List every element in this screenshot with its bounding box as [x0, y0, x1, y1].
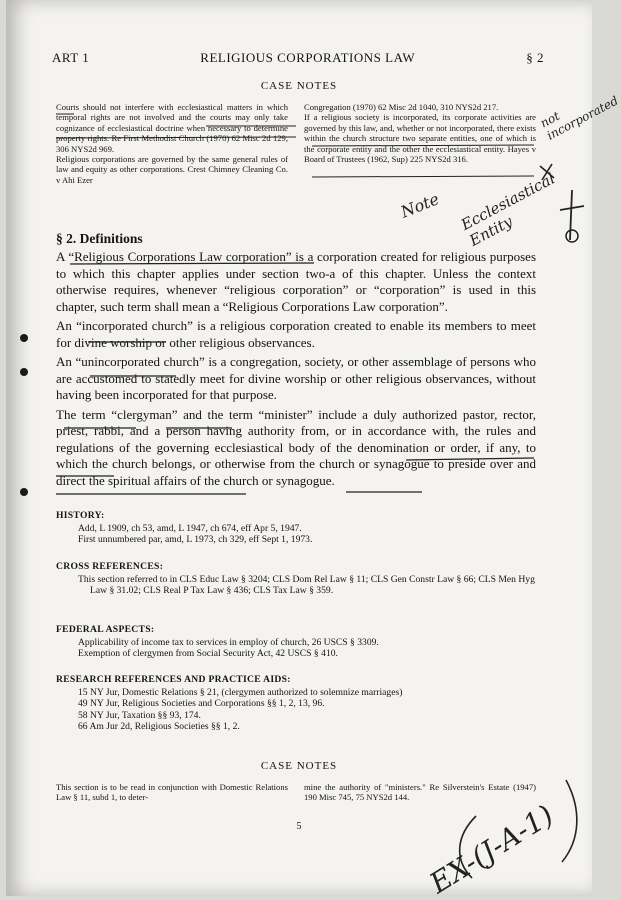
case-notes-right-column	[304, 782, 536, 803]
case-notes-left-column	[56, 102, 288, 185]
case-notes-left-column	[56, 782, 288, 803]
cross-references-block	[56, 561, 536, 597]
running-header	[52, 50, 544, 66]
definition-paragraph: An “incorporated church” is a religious corporation created to enable its members to meet for divine worship or other religious observances.	[56, 318, 536, 350]
history-line: Add, L 1909, ch 53, amd, L 1947, ch 674, eff Apr 5, 1947.	[78, 522, 302, 534]
case-notes-right-column	[304, 102, 536, 185]
case-notes-heading: CASE NOTES	[260, 80, 338, 92]
pen-underline	[56, 492, 422, 494]
case-note: If a religious society is incorporated, its corporate activities are governed by this law, and, whether or not incorporated, there exists within the church structure two separate entities, one of which is the corporate entity and the other the ecclesiastical entity. Hayes v Board of Trustees (1962, Sup) 225 NYS2d 316.	[304, 112, 536, 165]
federal-aspects-line: Applicability of income tax to services in employ of church, 26 USCS § 3309.	[78, 636, 379, 648]
federal-aspects-heading: FEDERAL ASPECTS:	[56, 624, 155, 635]
research-heading: RESEARCH REFERENCES AND PRACTICE AIDS:	[56, 674, 291, 685]
research-block	[56, 674, 536, 733]
header-title: RELIGIOUS CORPORATIONS LAW	[200, 50, 416, 65]
pen-circle-mark	[566, 230, 578, 242]
margin-bullet-mark	[20, 368, 28, 376]
research-line: 15 NY Jur, Domestic Relations § 21, (clergymen authorized to solemnize marriages)	[78, 686, 403, 698]
cross-references-text: This section referred to in CLS Educ Law § 3204; CLS Dom Rel Law § 11; CLS Gen Constr Law § 66; CLS Men Hyg Law § 31.02; CLS Real P Tax Law § 436; CLS Tax Law § 359.	[78, 573, 535, 597]
section-body	[56, 249, 536, 492]
cross-references-heading: CROSS REFERENCES:	[56, 561, 164, 572]
header-section: § 2	[526, 50, 544, 65]
research-line: 49 NY Jur, Religious Societies and Corporations §§ 1, 2, 13, 96.	[78, 698, 325, 710]
case-note: Religious corporations are governed by the same general rules of law and equity as other corporations. Crest Chimney Cleaning Co. v Ahi Ezer	[56, 154, 288, 185]
case-note: Courts should not interfere with ecclesiastical matters in which temporal rights are not involved and the courts may only take cognizance of ecclesiastical doctrine when necessary to determine property rights. Re First Methodist Church (1970) 62 Misc 2d 129, 306 NYS2d 969.	[56, 102, 288, 154]
page-number: 5	[296, 821, 302, 832]
handwritten-note: Note	[398, 189, 442, 222]
margin-bullet-mark	[20, 488, 28, 496]
section-title: § 2. Definitions	[56, 231, 143, 246]
margin-bullet-mark	[20, 334, 28, 342]
history-block	[56, 510, 536, 546]
header-article: ART 1	[52, 50, 90, 65]
federal-aspects-block	[56, 624, 536, 660]
definition-paragraph: An “unincorporated church” is a congregation, society, or other assemblage of persons who are accustomed to statedly meet for divine worship or other religious observances, without having been incorporated for that purpose.	[56, 354, 536, 402]
case-notes-top	[56, 102, 536, 185]
exhibit-mark: EX-(J-A-1)	[424, 798, 560, 900]
document-page	[6, 0, 621, 900]
definition-paragraph: A “Religious Corporations Law corporation” is a corporation created for religious purposes to which this chapter applies under section two-a of this chapter. Unless the context otherwise requires, whenever “religious corporation” or “corporation” is used in this chapter, such term shall mean a “Religious Corporations Law corporation”.	[56, 249, 536, 314]
research-line: 66 Am Jur 2d, Religious Societies §§ 1, 2.	[78, 721, 240, 733]
case-note: mine the authority of "ministers." Re Silverstein's Estate (1947) 190 Misc 745, 75 NYS2d 144.	[304, 782, 536, 803]
handwritten-note-not-incorporated: not incorporated	[538, 93, 621, 143]
handwritten-note-ecclesiastical-entity: Ecclesiastical Entity	[458, 169, 558, 250]
case-notes-bottom	[56, 782, 536, 803]
history-heading: HISTORY:	[56, 510, 105, 521]
case-note: Congregation (1970) 62 Misc 2d 1040, 310 NYS2d 217.	[304, 102, 499, 112]
federal-aspects-line: Exemption of clergymen from Social Security Act, 42 USCS § 410.	[78, 648, 338, 660]
case-note: This section is to be read in conjunction with Domestic Relations Law § 11, subd 1, to deter-	[56, 782, 288, 803]
research-line: 58 NY Jur, Taxation §§ 93, 174.	[78, 709, 201, 721]
case-notes-bottom-heading: CASE NOTES	[260, 760, 338, 772]
history-line: First unnumbered par, amd, L 1973, ch 329, eff Sept 1, 1973.	[78, 534, 313, 546]
definition-paragraph: The term “clergyman” and the term “minister” include a duly authorized pastor, rector, priest, rabbi, and a person having authority from, or in accordance with, the rules and regulations of the governing ecclesiastical body of the denomination or order, if any, to which the church belongs, or otherwise from the church or synagogue to preside over and direct the spiritual affairs of the church or synagogue.	[56, 406, 536, 488]
